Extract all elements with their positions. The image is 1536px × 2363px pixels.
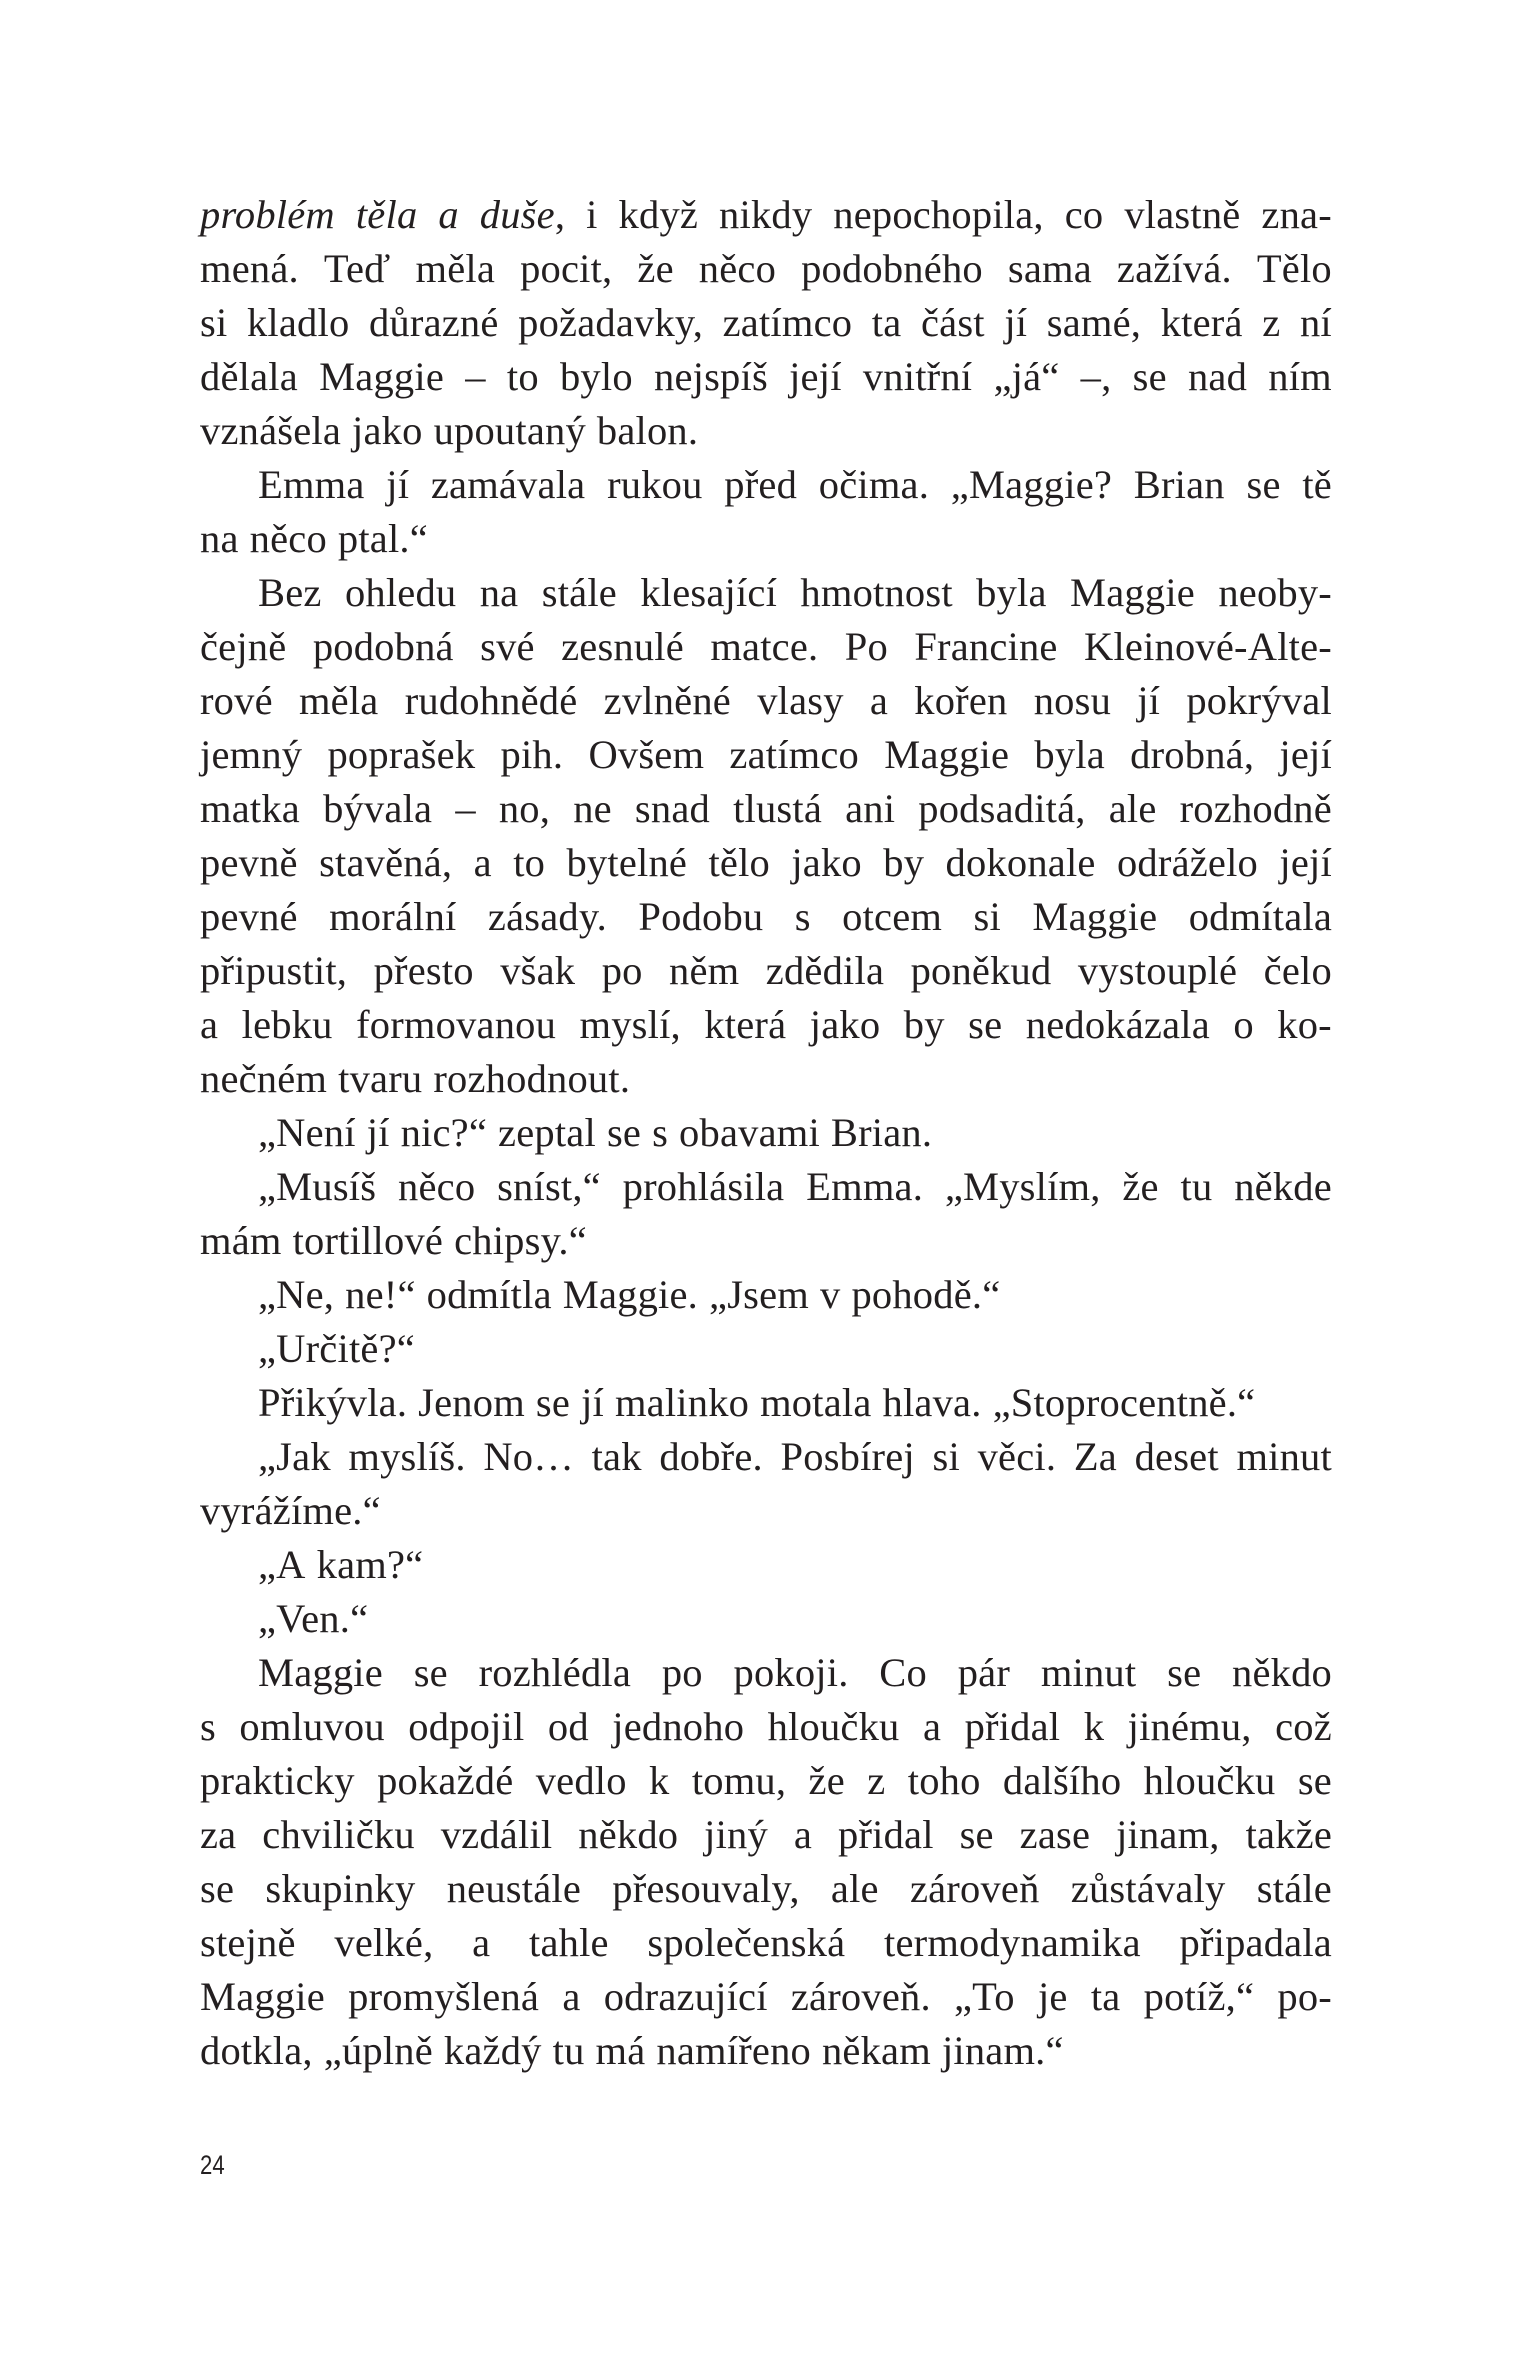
text-line: s omluvou odpojil od jednoho hloučku a přidal k jinému, což <box>200 1704 1332 1749</box>
text-line: „A kam?“ <box>258 1542 424 1587</box>
text-line: „Musíš něco sníst,“ prohlásila Emma. „Myslím, že tu někde <box>258 1164 1332 1209</box>
text-line: za chviličku vzdálil někdo jiný a přidal se zase jinam, takže <box>200 1812 1332 1857</box>
text-line: prakticky pokaždé vedlo k tomu, že z toho dalšího hloučku se <box>200 1758 1332 1803</box>
text-line: „Není jí nic?“ zeptal se s obavami Brian. <box>258 1110 933 1155</box>
text-line: dotkla, „úplně každý tu má namířeno někam jinam.“ <box>200 2028 1064 2073</box>
text-line: „Jak myslíš. No… tak dobře. Posbírej si věci. Za deset minut <box>258 1434 1332 1479</box>
text-line: dělala Maggie – to bylo nejspíš její vnitřní „já“ –, se nad ním <box>200 354 1332 399</box>
text-line: jemný poprašek pih. Ovšem zatímco Maggie byla drobná, její <box>200 732 1332 777</box>
text-line: rové měla rudohnědé zvlněné vlasy a kořen nosu jí pokrýval <box>200 678 1332 723</box>
text-line: vznášela jako upoutaný balon. <box>200 408 699 453</box>
text-line: mená. Teď měla pocit, že něco podobného sama zažívá. Tělo <box>200 246 1332 291</box>
text-line: čejně podobná své zesnulé matce. Po Francine Kleinové-Alte- <box>200 624 1332 669</box>
text-line: nečném tvaru rozhodnout. <box>200 1056 631 1101</box>
text-line: vyrážíme.“ <box>200 1488 381 1533</box>
text-line: na něco ptal.“ <box>200 516 428 561</box>
text-line: si kladlo důrazné požadavky, zatímco ta část jí samé, která z ní <box>200 300 1332 345</box>
body-text <box>200 188 1332 2078</box>
text-line: „Určitě?“ <box>258 1326 415 1371</box>
text-line: Bez ohledu na stále klesající hmotnost byla Maggie neoby- <box>258 570 1332 615</box>
page-number: 24 <box>200 2150 225 2180</box>
text-line: matka bývala – no, ne snad tlustá ani podsaditá, ale rozhodně <box>200 786 1332 831</box>
text-line: pevné morální zásady. Podobu s otcem si Maggie odmítala <box>200 894 1332 939</box>
text-line: se skupinky neustále přesouvaly, ale zároveň zůstávaly stále <box>200 1866 1332 1911</box>
text-line: a lebku formovanou myslí, která jako by se nedokázala o ko- <box>200 1002 1332 1047</box>
text-line: Emma jí zamávala rukou před očima. „Maggie? Brian se tě <box>258 462 1332 507</box>
text-line: připustit, přesto však po něm zdědila poněkud vystouplé čelo <box>200 948 1332 993</box>
text-line: Maggie promyšlená a odrazující zároveň. „To je ta potíž,“ po- <box>200 1974 1332 2019</box>
text-line: pevně stavěná, a to bytelné tělo jako by dokonale odráželo její <box>200 840 1332 885</box>
text-line: mám tortillové chipsy.“ <box>200 1218 587 1263</box>
text-line: Maggie se rozhlédla po pokoji. Co pár minut se někdo <box>258 1650 1332 1695</box>
text-line: stejně velké, a tahle společenská termodynamika připadala <box>200 1920 1332 1965</box>
text-line: „Ven.“ <box>258 1596 369 1641</box>
text-line: Přikývla. Jenom se jí malinko motala hlava. „Stoprocentně.“ <box>258 1380 1256 1425</box>
text-line: problém těla a duše, i když nikdy nepochopila, co vlastně zna- <box>200 192 1332 237</box>
text-line: „Ne, ne!“ odmítla Maggie. „Jsem v pohodě.“ <box>258 1272 1001 1317</box>
